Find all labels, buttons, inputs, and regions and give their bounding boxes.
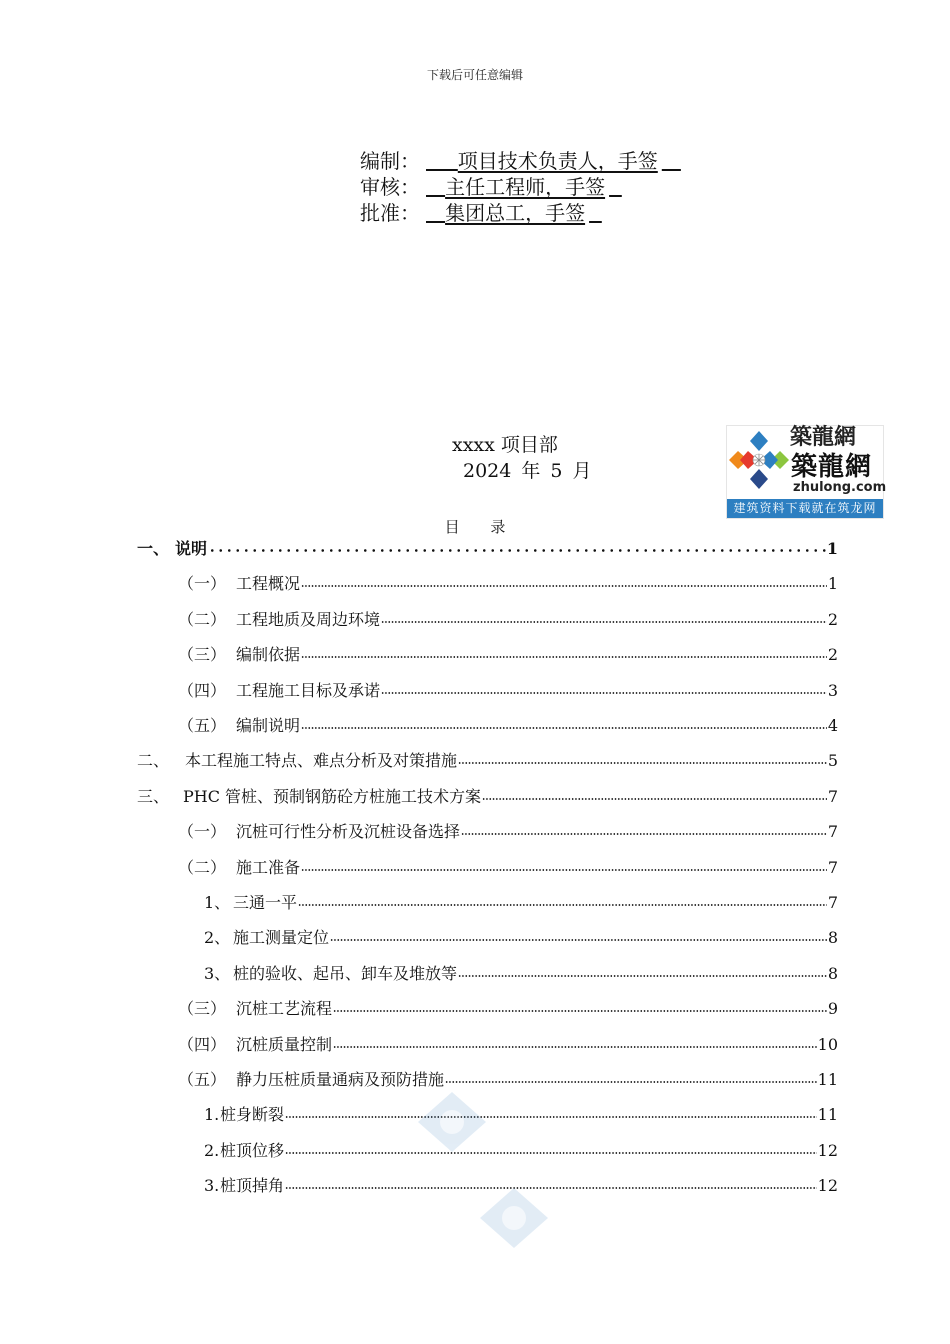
toc-entry-title: 施工测量定位	[233, 928, 330, 948]
toc-entry[interactable]	[204, 1138, 838, 1162]
toc-entry-page: 7	[827, 786, 838, 806]
toc-entry-page: 7	[827, 857, 838, 877]
toc-entry-number: （一）	[178, 574, 227, 594]
toc-entry[interactable]	[178, 855, 838, 879]
toc-entry-number: （三）	[178, 999, 227, 1019]
toc-entry-page: 12	[817, 1140, 838, 1160]
signature-label: 审核：	[360, 175, 420, 199]
toc-entry[interactable]	[137, 536, 838, 560]
toc-leader-dots	[333, 1032, 817, 1050]
toc-entry-page: 10	[817, 1034, 838, 1054]
underline-pad	[426, 148, 458, 174]
underline-pad	[589, 200, 602, 226]
toc-entry-page: 8	[827, 963, 838, 983]
toc-entry-number: 2.	[204, 1140, 220, 1160]
toc-entry-page: 11	[817, 1105, 838, 1125]
signature-value: 集团总工，手签	[445, 201, 586, 225]
toc-entry-title: 沉桩可行性分析及沉桩设备选择	[236, 822, 461, 842]
toc-leader-dots	[461, 819, 827, 837]
toc-entry-page: 11	[817, 1070, 838, 1089]
toc-entry[interactable]	[204, 1102, 838, 1126]
toc-entry-page: 7	[827, 822, 838, 842]
toc-leader-dots	[458, 748, 827, 766]
toc-leader-dots	[445, 1067, 817, 1085]
toc-entry-title: 说明	[175, 539, 208, 558]
toc-entry[interactable]	[204, 925, 838, 949]
logo-domain: zhulong.com	[793, 480, 887, 495]
signature-block	[360, 148, 681, 226]
toc-entry-page: 12	[817, 1176, 838, 1196]
toc-entry-number: 3.	[204, 1176, 220, 1196]
signature-row-review	[360, 174, 681, 200]
logo-chinese-name: 築龍網	[791, 452, 873, 482]
toc-entry-page: 1	[826, 539, 838, 558]
toc-leader-dots	[301, 855, 827, 873]
toc-entry-page: 5	[827, 751, 838, 771]
underline-pad	[662, 148, 681, 174]
signature-value: 主任工程师，手签	[445, 175, 606, 199]
toc-title: 目 录	[444, 518, 506, 536]
toc-entry-title: PHC 管桩、预制钢筋砼方桩施工技术方案	[183, 786, 482, 806]
toc-leader-dots	[482, 784, 827, 802]
toc-leader-dots	[208, 536, 826, 554]
toc-entry[interactable]	[178, 819, 838, 843]
toc-entry-number: （五）	[178, 1070, 227, 1089]
toc-entry-title: 桩的验收、起吊、卸车及堆放等	[233, 963, 458, 983]
underline-pad	[609, 174, 622, 200]
toc-entry-page: 2	[827, 645, 838, 665]
signature-label: 编制：	[360, 149, 420, 173]
toc-entry-number: （二）	[178, 609, 227, 629]
toc-leader-dots	[301, 713, 827, 731]
zhulong-emblem-icon	[730, 429, 788, 493]
toc-entry-title: 工程地质及周边环境	[236, 609, 381, 629]
toc-entry-number: （一）	[178, 822, 227, 842]
toc-leader-dots	[333, 996, 827, 1014]
toc-entry-number: （二）	[178, 857, 227, 877]
toc-leader-dots	[301, 642, 827, 660]
toc-entry-page: 1	[827, 574, 838, 594]
toc-leader-dots	[285, 1138, 817, 1156]
toc-entry-page: 2	[827, 609, 838, 629]
toc-entry-title: 桩顶位移	[220, 1140, 285, 1160]
signature-label: 批准：	[360, 201, 420, 225]
toc-entry[interactable]	[178, 678, 838, 702]
toc-entry[interactable]	[204, 890, 838, 914]
toc-entry-page: 9	[827, 999, 838, 1019]
toc-entry-page: 8	[827, 928, 838, 948]
toc-entry-title: 工程施工目标及承诺	[236, 680, 381, 700]
toc-entry[interactable]	[137, 784, 838, 808]
signature-row-compile	[360, 148, 681, 174]
toc-entry-number: 3、	[204, 963, 231, 983]
toc-entry-page: 7	[827, 893, 838, 912]
toc-entry-number: （四）	[178, 680, 227, 700]
toc-entry-number: 1.	[204, 1105, 220, 1125]
toc-entry-title: 沉桩工艺流程	[236, 999, 333, 1019]
toc-entry[interactable]	[178, 571, 838, 595]
logo-banner: 建筑资料下载就在筑龙网	[727, 499, 883, 518]
underline-pad	[426, 174, 445, 200]
toc-leader-dots	[381, 678, 827, 696]
toc-entry-title: 三通一平	[233, 893, 298, 912]
toc-entry[interactable]	[178, 713, 838, 737]
toc-entry-title: 编制依据	[236, 645, 301, 665]
toc-entry-title: 沉桩质量控制	[236, 1034, 333, 1054]
toc-entry-title: 桩身断裂	[220, 1105, 285, 1125]
toc-leader-dots	[285, 1173, 817, 1191]
toc-entry[interactable]	[204, 961, 838, 985]
toc-entry-number: （五）	[178, 716, 227, 735]
toc-entry[interactable]	[178, 642, 838, 666]
project-department: xxxx 项目部	[452, 434, 558, 456]
header-note: 下载后可任意编辑	[426, 68, 523, 82]
toc-leader-dots	[298, 890, 827, 908]
toc-entry-title: 桩顶掉角	[220, 1176, 285, 1196]
zhulong-logo	[726, 424, 887, 519]
toc-entry-title: 施工准备	[236, 857, 301, 877]
signature-value: 项目技术负责人，手签	[457, 149, 658, 173]
toc-entry-page: 3	[827, 680, 838, 700]
watermark-icon	[418, 1092, 486, 1152]
toc-entry[interactable]	[178, 996, 838, 1020]
logo-cropped-text: 築龍網	[790, 424, 857, 450]
toc-leader-dots	[458, 961, 827, 979]
toc-entry-number: （四）	[178, 1034, 227, 1054]
toc-entry-number: 1、	[204, 893, 231, 912]
toc-leader-dots	[285, 1102, 817, 1120]
toc-entry-number: 一、	[137, 539, 170, 558]
toc-entry-page: 4	[827, 716, 838, 735]
toc-entry[interactable]	[178, 1032, 838, 1056]
toc-entry[interactable]	[137, 748, 838, 772]
document-date: 2024 年 5 月	[463, 460, 592, 482]
toc-entry-number: 二、	[137, 751, 170, 771]
toc-leader-dots	[301, 571, 827, 589]
toc-entry-title: 编制说明	[236, 716, 301, 735]
toc-leader-dots	[381, 607, 827, 625]
toc-entry[interactable]	[178, 607, 838, 631]
toc-entry-number: （三）	[178, 645, 227, 665]
toc-entry-title: 静力压桩质量通病及预防措施	[236, 1070, 445, 1089]
toc-entry-title: 本工程施工特点、难点分析及对策措施	[185, 751, 458, 771]
toc-entry-title: 工程概况	[236, 574, 301, 594]
toc-entry-number: 2、	[204, 928, 231, 948]
toc-entry-number: 三、	[137, 786, 170, 806]
underline-pad	[426, 200, 445, 226]
toc-leader-dots	[330, 925, 827, 943]
watermark-icon	[480, 1188, 548, 1248]
signature-row-approve	[360, 200, 681, 226]
toc-entry[interactable]	[178, 1067, 838, 1091]
